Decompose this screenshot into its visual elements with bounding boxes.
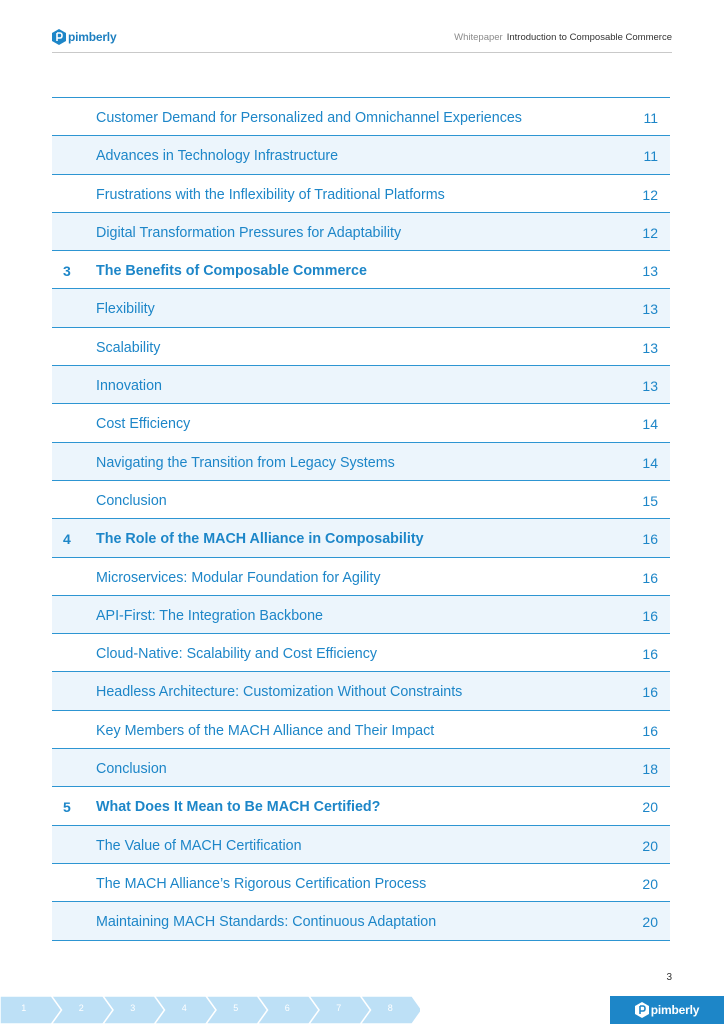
toc-row[interactable]: [52, 175, 670, 213]
toc-chapter-row[interactable]: [52, 787, 670, 825]
toc-entry-title[interactable]: The MACH Alliance’s Rigorous Certification Process: [96, 875, 427, 892]
toc-chapter-number: 5: [63, 799, 71, 816]
toc-chapter-row[interactable]: [52, 519, 670, 557]
toc-entry-title[interactable]: The Value of MACH Certification: [96, 837, 302, 854]
toc-page-number: 15: [642, 492, 658, 509]
toc-entry-title[interactable]: Maintaining MACH Standards: Continuous Adaptation: [96, 914, 437, 931]
toc-page-number: 16: [642, 607, 658, 624]
toc-entry-title[interactable]: Scalability: [96, 339, 161, 356]
toc-row[interactable]: [52, 136, 670, 174]
toc-page-number: 12: [642, 186, 658, 203]
doc-type-label: Whitepaper: [454, 32, 503, 43]
toc-entry-title[interactable]: The Benefits of Composable Commerce: [96, 263, 367, 280]
footer-brand-name: pimberly: [650, 1003, 700, 1017]
document-title: [454, 32, 672, 43]
toc-page-number: 20: [642, 799, 658, 816]
toc-entry-title[interactable]: Digital Transformation Pressures for Adaptability: [96, 224, 402, 241]
toc-entry-title[interactable]: Cost Efficiency: [96, 416, 191, 433]
chapter-nav-item-7[interactable]: 7: [336, 1003, 342, 1013]
chapter-nav-item-8[interactable]: 8: [387, 1003, 393, 1013]
toc-row[interactable]: [52, 98, 670, 136]
toc-page-number: 14: [642, 416, 658, 433]
toc-row[interactable]: [52, 672, 670, 710]
toc-entry-title[interactable]: Conclusion: [96, 761, 167, 778]
toc-chapter-number: 3: [63, 263, 71, 280]
toc-row[interactable]: [52, 481, 670, 519]
toc-page-number: 13: [642, 301, 658, 318]
page-number: 3: [666, 972, 672, 983]
toc-row[interactable]: [52, 213, 670, 251]
table-of-contents: [52, 97, 670, 941]
toc-page-number: 16: [642, 722, 658, 739]
toc-row[interactable]: [52, 902, 670, 940]
toc-row[interactable]: [52, 366, 670, 404]
toc-entry-title[interactable]: Conclusion: [96, 492, 167, 509]
chapter-nav-item-5[interactable]: 5: [233, 1003, 239, 1013]
toc-page-number: 16: [642, 646, 658, 663]
toc-page-number: 13: [642, 378, 658, 395]
toc-entry-title[interactable]: Innovation: [96, 378, 162, 395]
chapter-nav-item-6[interactable]: 6: [284, 1003, 290, 1013]
footer-brand: [610, 996, 724, 1024]
toc-row[interactable]: [52, 443, 670, 481]
toc-row[interactable]: [52, 634, 670, 672]
toc-page-number: 16: [642, 569, 658, 586]
toc-entry-title[interactable]: Frustrations with the Inflexibility of Traditional Platforms: [96, 186, 445, 203]
toc-page-number: 11: [643, 110, 658, 126]
toc-row[interactable]: [52, 749, 670, 787]
toc-entry-title[interactable]: What Does It Mean to Be MACH Certified?: [96, 799, 381, 816]
toc-entry-title[interactable]: Headless Architecture: Customization Without Constraints: [96, 684, 463, 701]
toc-entry-title[interactable]: Navigating the Transition from Legacy Systems: [96, 454, 395, 471]
chapter-nav-item-2[interactable]: 2: [78, 1003, 84, 1013]
toc-row[interactable]: [52, 289, 670, 327]
toc-page-number: 18: [642, 761, 658, 778]
toc-row[interactable]: [52, 328, 670, 366]
toc-row[interactable]: [52, 558, 670, 596]
toc-entry-title[interactable]: Key Members of the MACH Alliance and Their Impact: [96, 722, 435, 739]
page-header: [0, 0, 724, 53]
chapter-nav-shapes: [0, 996, 420, 1024]
toc-page-number: 20: [642, 837, 658, 854]
chapter-nav-item-1[interactable]: 1: [21, 1003, 27, 1013]
toc-row[interactable]: [52, 404, 670, 442]
toc-entry-title[interactable]: Microservices: Modular Foundation for Agility: [96, 569, 381, 586]
toc-page-number: 20: [642, 914, 658, 931]
toc-entry-title[interactable]: Advances in Technology Infrastructure: [96, 148, 339, 165]
toc-entry-title[interactable]: Flexibility: [96, 301, 155, 318]
toc-page-number: 16: [642, 684, 658, 701]
footer-chapter-nav: [0, 996, 420, 1024]
toc-row[interactable]: [52, 826, 670, 864]
pimberly-logo-icon: [635, 1002, 649, 1018]
toc-entry-title[interactable]: API-First: The Integration Backbone: [96, 607, 324, 624]
chapter-nav-item-3[interactable]: 3: [130, 1003, 136, 1013]
toc-chapter-number: 4: [63, 531, 71, 548]
pimberly-logo-icon: [52, 29, 66, 45]
toc-entry-title[interactable]: The Role of the MACH Alliance in Composability: [96, 531, 424, 548]
toc-page-number: 13: [642, 263, 658, 280]
brand-logo: [52, 29, 116, 45]
toc-row[interactable]: [52, 864, 670, 902]
toc-page-number: 13: [642, 339, 658, 356]
brand-name: pimberly: [68, 30, 117, 44]
toc-row[interactable]: [52, 596, 670, 634]
toc-page-number: 16: [642, 531, 658, 548]
toc-page-number: 20: [642, 875, 658, 892]
toc-entry-title[interactable]: Customer Demand for Personalized and Omnichannel Experiences: [96, 110, 522, 126]
toc-page-number: 11: [643, 148, 658, 165]
toc-chapter-row[interactable]: [52, 251, 670, 289]
header-divider: [52, 52, 672, 53]
chapter-nav-item-4[interactable]: 4: [181, 1003, 187, 1013]
toc-page-number: 14: [642, 454, 658, 471]
doc-title-text: Introduction to Composable Commerce: [506, 32, 672, 43]
toc-row[interactable]: [52, 711, 670, 749]
toc-page-number: 12: [642, 224, 658, 241]
toc-entry-title[interactable]: Cloud-Native: Scalability and Cost Efficiency: [96, 646, 378, 663]
